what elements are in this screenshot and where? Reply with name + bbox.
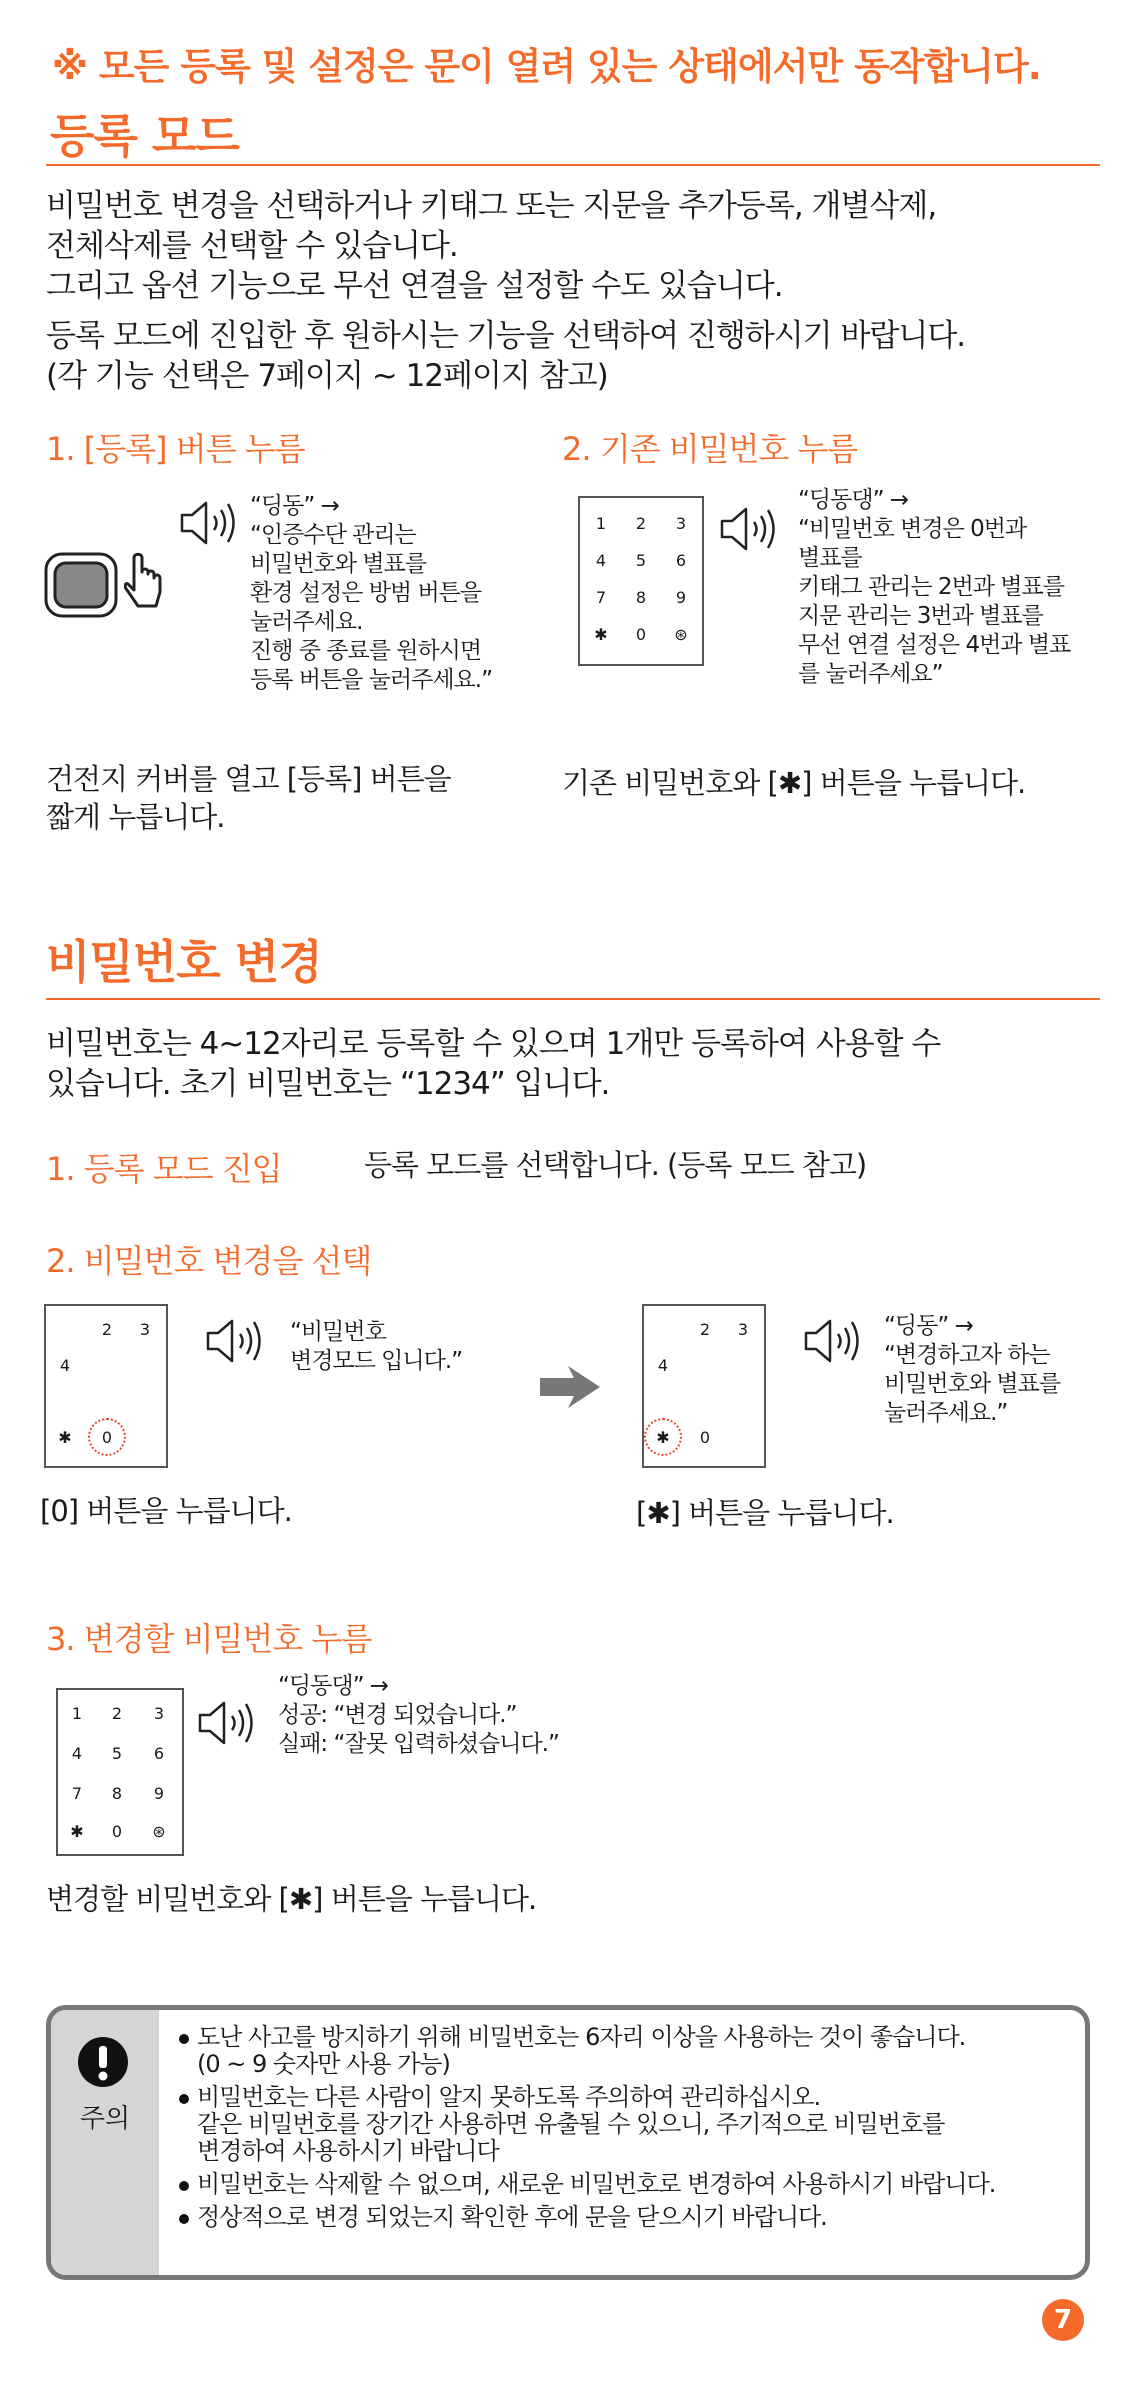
speaker-icon <box>178 498 248 552</box>
exclamation-icon <box>77 2036 129 2088</box>
keypad-partial-star: 2 3 4 ✱ 0 <box>642 1304 766 1468</box>
speaker-icon <box>204 1316 274 1370</box>
bullet-icon <box>179 2214 189 2224</box>
speaker-icon <box>802 1316 872 1370</box>
highlight-circle <box>644 1418 682 1456</box>
warning-text: ※ 모든 등록 및 설정은 문이 열려 있는 상태에서만 동작합니다. <box>52 45 1041 88</box>
caption-new-password: 변경할 비밀번호와 [✱] 버튼을 누릅니다. <box>46 1882 537 1916</box>
step-title-select-password-change: 2. 비밀번호 변경을 선택 <box>46 1242 372 1280</box>
step-title-new-password: 3. 변경할 비밀번호 누름 <box>46 1620 372 1658</box>
keypad-full: 1 2 3 4 5 6 7 8 9 ✱ 0 ⊛ <box>578 496 704 666</box>
caption-press-register: 건전지 커버를 열고 [등록] 버튼을 짧게 누릅니다. <box>46 762 451 834</box>
section-divider <box>46 998 1100 1000</box>
keypad-full: 1 2 3 4 5 6 7 8 9 ✱ 0 ⊛ <box>56 1688 184 1856</box>
finger-press-icon <box>124 552 164 612</box>
highlight-circle <box>88 1418 126 1456</box>
speaker-icon <box>196 1698 266 1752</box>
section-title-password-change: 비밀번호 변경 <box>46 935 322 989</box>
bullet-icon <box>179 2034 189 2044</box>
notice-box <box>46 2005 1090 2280</box>
speaker-icon <box>718 504 788 558</box>
caption-press-star: [✱] 버튼을 누릅니다. <box>636 1496 894 1530</box>
voice-guide-result: “딩동댕” → 성공: “변경 되었습니다.” 실패: “잘못 입력하셨습니다.” <box>278 1673 559 1757</box>
step-desc-enter-register-mode: 등록 모드를 선택합니다. (등록 모드 참고) <box>364 1148 867 1182</box>
voice-guide-register: “딩동” → “인증수단 관리는 비밀번호와 별표를 환경 설정은 방범 버튼을 눌러주세요. 진행 중 종료를 원하시면 등록 버튼을 눌러주세요.” <box>250 493 493 693</box>
page-number: 7 <box>1042 2299 1084 2341</box>
register-button-icon <box>44 552 118 618</box>
bullet-icon <box>179 2094 189 2104</box>
keypad-partial-zero: 2 3 4 ✱ 0 <box>44 1304 168 1468</box>
step-title-existing-password: 2. 기존 비밀번호 누름 <box>562 430 858 468</box>
notice-sidebar <box>51 2010 159 2275</box>
list-item: 비밀번호는 다른 사람이 알지 못하도록 주의하여 관리하십시오. 같은 비밀번호를 장기간 사용하면 유출될 수 있으니, 주기적으로 비밀번호를 변경하여 사용하시기 바랍니다 <box>179 2084 1079 2165</box>
voice-guide-existing-password: “딩동댕” → “비밀번호 변경은 0번과 별표를 키태그 관리는 2번과 별표를 지문 관리는 3번과 별표를 무선 연결 설정은 4번과 별표 를 눌러주세요” <box>798 487 1071 687</box>
list-item: 비밀번호는 삭제할 수 없으며, 새로운 비밀번호로 변경하여 사용하시기 바랍니다. <box>179 2171 1079 2198</box>
section-divider <box>46 164 1100 166</box>
notice-list <box>179 2024 1079 2231</box>
step-title-enter-register-mode: 1. 등록 모드 진입 <box>46 1150 282 1188</box>
register-mode-description: 비밀번호 변경을 선택하거나 키태그 또는 지문을 추가등록, 개별삭제, 전체삭제를 선택할 수 있습니다. 그리고 옵션 기능으로 무선 연결을 설정할 수도 있습니다. 등록 모드에 진입한 후 원하시는 기능을 선택하여 진행하시기 바랍니다. (각 기능 선택은 7페이지 ~ 12페이지 참고) <box>46 188 966 394</box>
bullet-icon <box>179 2181 189 2191</box>
notice-label: 주의 <box>79 2104 131 2134</box>
voice-guide-enter-new: “딩동” → “변경하고자 하는 비밀번호와 별표를 눌러주세요.” <box>884 1313 1061 1426</box>
list-item: 도난 사고를 방지하기 위해 비밀번호는 6자리 이상을 사용하는 것이 좋습니다. (0 ~ 9 숫자만 사용 가능) <box>179 2024 1079 2078</box>
section-title-register-mode: 등록 모드 <box>50 109 239 163</box>
voice-guide-change-mode: “비밀번호 변경모드 입니다.” <box>290 1319 463 1374</box>
password-change-description: 비밀번호는 4~12자리로 등록할 수 있으며 1개만 등록하여 사용할 수 있습니다. 초기 비밀번호는 “1234” 입니다. <box>46 1026 941 1102</box>
step-title-press-register: 1. [등록] 버튼 누름 <box>46 430 305 468</box>
caption-press-zero: [0] 버튼을 누릅니다. <box>40 1494 292 1528</box>
arrow-right-icon <box>538 1364 602 1410</box>
caption-existing-password: 기존 비밀번호와 [✱] 버튼을 누릅니다. <box>562 766 1026 800</box>
list-item: 정상적으로 변경 되었는지 확인한 후에 문을 닫으시기 바랍니다. <box>179 2204 1079 2231</box>
